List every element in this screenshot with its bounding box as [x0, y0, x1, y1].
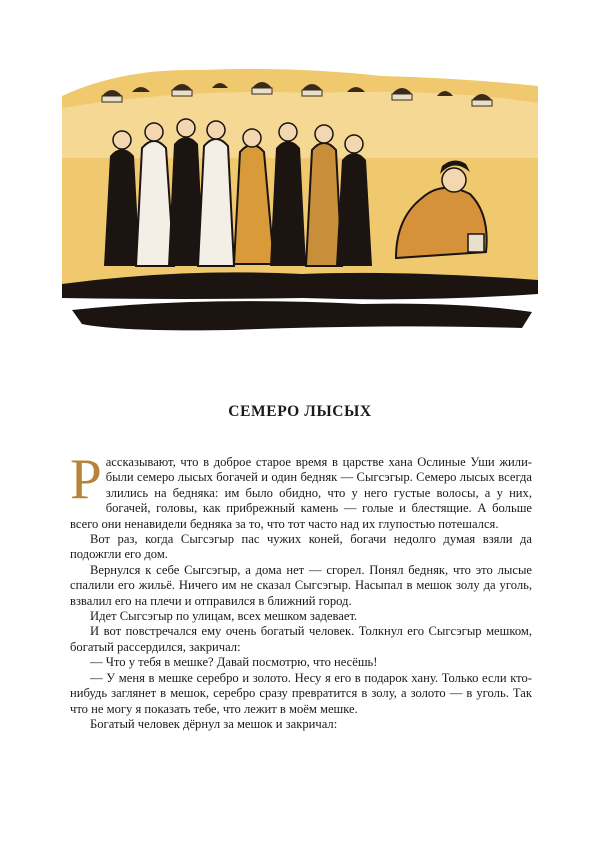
paragraph-1	[70, 448, 532, 532]
paragraph-6: — Что у тебя в мешке? Давай посмотрю, что несёшь!	[90, 655, 378, 670]
paragraph-3: Вернулся к себе Сыгсэгыр, а дома нет — сгорел. Понял бедняк, что это лысые спалили его жильё. Ничего им не сказал Сыгсэгыр. Насыпал в мешок золу да уголь, взвалил его на плечи и отправился в ближний город.	[70, 562, 532, 608]
paragraph-5: И вот повстречался ему очень богатый человек. Толкнул его Сыгсэгыр мешком, богатый рассердился, закричал:	[70, 624, 532, 654]
paragraph-text: ассказывают, что в доброе старое время в царстве хана Ослиные Уши жили-были семеро лысых богачей и один бедняк — Сыгсэгыр. Семеро лысых всегда злились на бедняка: им было обидно, что у него густые волосы, а у них, богачей, головы, как прибрежный камень — голые и блестящие. А больше всего они ненавидели бедняка за то, что тот часто над их глупостью потешался.	[70, 455, 532, 531]
drop-cap: Р	[70, 448, 102, 511]
paragraph-8: Богатый человек дёрнул за мешок и закричал:	[90, 716, 338, 731]
paragraph-7: — У меня в мешке серебро и золото. Несу я его в подарок хану. Только если кто-нибудь заглянет в мешок, серебро сразу превратится в золу, а золото — в уголь. Так что не могу я показать тебе, что лежит в моём мешке.	[70, 670, 532, 716]
ground-icon	[62, 272, 538, 330]
story-title: СЕМЕРО ЛЫСЫХ	[228, 403, 372, 420]
paragraph-4: Идет Сыгсэгыр по улицам, всех мешком задевает.	[90, 609, 358, 624]
story-body	[70, 448, 532, 732]
story-illustration	[62, 48, 538, 348]
paragraph-2: Вот раз, когда Сыгсэгыр пас чужих коней, богачи недолго думая взяли да подожгли его дом.	[70, 532, 532, 562]
